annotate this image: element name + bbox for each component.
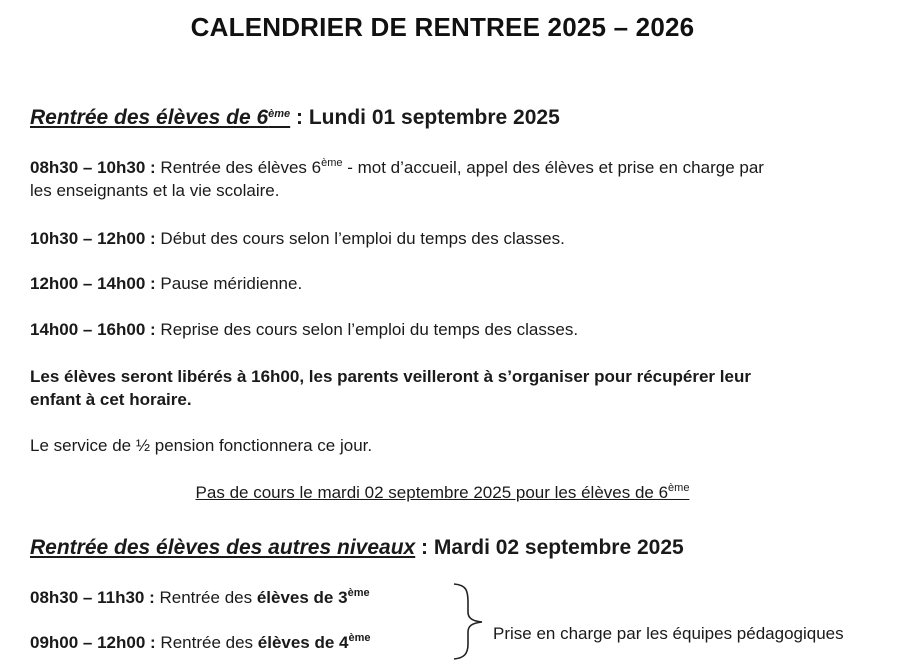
curly-brace-icon [452,582,486,660]
schedule-item-1: 08h30 – 10h30 : Rentrée des élèves 6ème - mot d’accueil, appel des élèves et prise en charge par les enseignants et la vie scolaire. [30,157,764,200]
section2-heading-label: Rentrée des élèves des autres niveaux [30,536,416,559]
section1-heading: Rentrée des élèves de 6ème : Lundi 01 septembre 2025 [30,106,560,129]
schedule-item-5: 08h30 – 11h30 : Rentrée des élèves de 3ème [30,587,370,607]
brace-annotation: Prise en charge par les équipes pédagogiques [493,624,844,643]
page-title: CALENDRIER DE RENTREE 2025 – 2026 [190,12,695,42]
section1-heading-date: Lundi 01 septembre 2025 [308,106,560,129]
liberation-notice: Les élèves seront libérés à 16h00, les parents veilleront à s’organiser pour récupérer leur enfant à cet horaire. [30,367,751,409]
section2-heading: Rentrée des élèves des autres niveaux : Mardi 02 septembre 2025 [30,536,684,559]
section1-heading-label: Rentrée des élèves de 6ème [30,106,291,129]
section2-heading-date: Mardi 02 septembre 2025 [433,536,684,559]
schedule-item-6: 09h00 – 12h00 : Rentrée des élèves de 4ème [30,632,371,652]
schedule-item-3: 12h00 – 14h00 : Pause méridienne. [30,274,303,293]
pension-notice: Le service de ½ pension fonctionnera ce jour. [30,436,373,455]
schedule-item-2: 10h30 – 12h00 : Début des cours selon l’emploi du temps des classes. [30,229,565,248]
schedule-item-4: 14h00 – 16h00 : Reprise des cours selon l’emploi du temps des classes. [30,320,579,339]
no-class-notice: Pas de cours le mardi 02 septembre 2025 pour les élèves de 6ème [195,482,690,502]
